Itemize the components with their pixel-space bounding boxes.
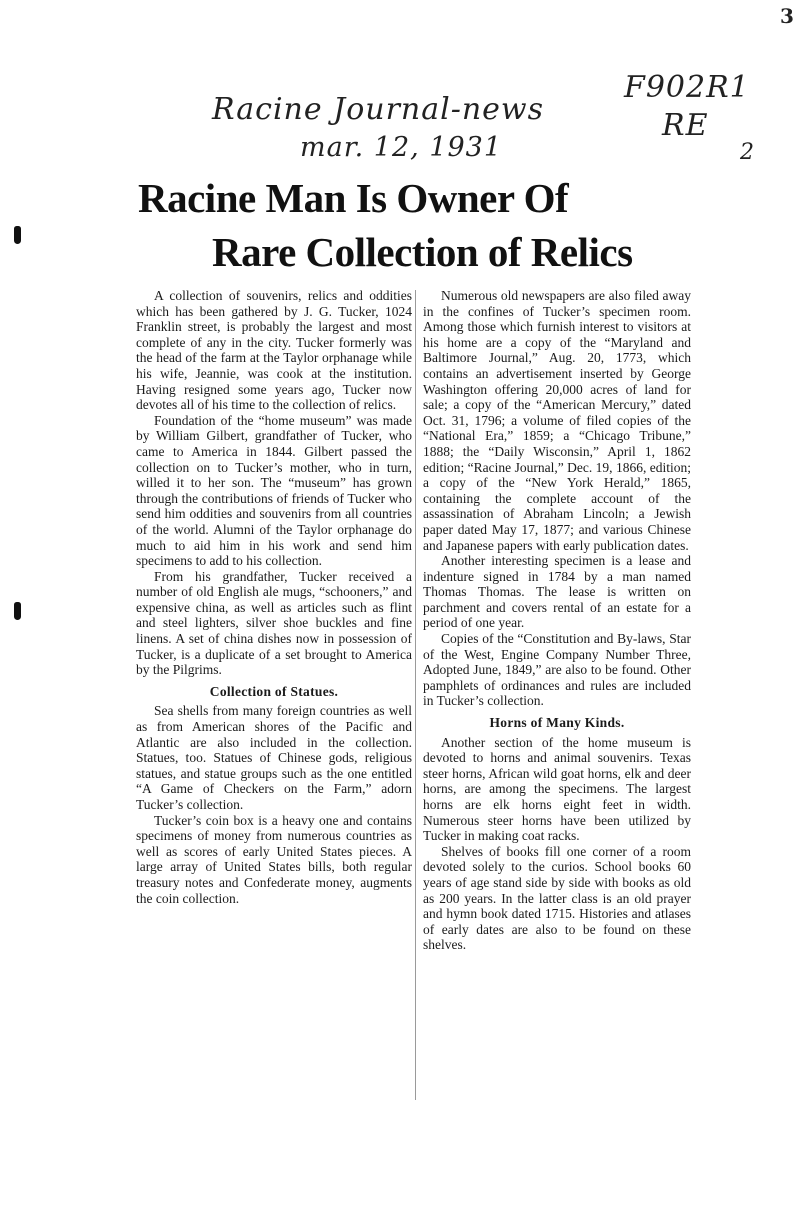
article-paragraph: Foundation of the “home museum” was made by William Gilbert, grandfather of Tucker, who came to America in 1844. Gilbert passed the collection on to Tucker’s mother, who in turn, willed it to her son. The “museum” has grown through the contributions of friends of Tucker who send him oddities and souvenirs from all countries of the world. Alumni of the Taylor orphanage do much to aid him in his work and send him specimens to add to his collection. [136, 412, 412, 569]
handwritten-date: mar. 12, 1931 [300, 132, 503, 163]
article-subheading: Horns of Many Kinds. [489, 715, 625, 731]
headline-line-2: Rare Collection of Relics [212, 229, 633, 275]
page-number: 3 [780, 4, 795, 28]
article-paragraph: From his grandfather, Tucker received a number of old English ale mugs, “schooners,” and expensive china, as well as articles such as flint and steel lighters, silver shoe buckles and fine linens. A set of china dishes now in possession of Tucker, is a duplicate of a set brought to America by the Pilgrims. [136, 568, 412, 678]
handwritten-source: Racine Journal-news [212, 92, 545, 127]
article-paragraph: Copies of the “Constitution and By-laws, Star of the West, Engine Company Number Three, Adopted June, 1849,” are also to be found. Other pamphlets of ordinances and rules are included in Tucker’s collection. [423, 631, 691, 709]
binder-hole-mark-bottom [14, 602, 21, 620]
article-column-right [423, 288, 691, 953]
article-paragraph: Numerous old newspapers are also filed away in the confines of Tucker’s specimen room. Among those which furnish interest to visitors at his home are a copy of the “Maryland and Baltimore Journal,” Aug. 20, 1773, which contains an advertisement inserted by George Washington offering 20,000 acres of land for sale; a copy of the “American Mercury,” dated Oct. 31, 1796; a volume of filed copies of the “National Era,” 1859; a “Chicago Tribune,” 1888; the “Daily Wisconsin,” April 1, 1862 edition; “Racine Journal,” Dec. 19, 1866, edition; a copy of the “New York Herald,” 1865, containing the complete account of the assassination of Abraham Lincoln; a Jewish paper dated May 17, 1877; and various Chinese and Japanese papers with early publication dates. [423, 288, 691, 553]
handwritten-archive-subcode: RE [662, 108, 709, 143]
article-paragraph: Another interesting specimen is a lease and indenture signed in 1784 by a man named Thomas Thomas. The lease is written on parchment and covers rental of an estate for a period of one year. [423, 553, 691, 631]
article-paragraph: Tucker’s coin box is a heavy one and contains specimens of money from numerous countries as well as scores of early United States pieces. A large array of United States bills, both regular treasury notes and Confederate money, augments the coin collection. [136, 812, 412, 906]
headline-line-1: Racine Man Is Owner Of [138, 175, 569, 221]
binder-hole-mark-top [14, 226, 21, 244]
article-subheading: Collection of Statues. [209, 683, 339, 699]
article-column-left [136, 288, 412, 906]
handwritten-archive-number: 2 [740, 140, 755, 165]
article-paragraph: Another section of the home museum is devoted to horns and animal souvenirs. Texas steer horns, African wild goat horns, elk and deer horns, are among the specimens. The largest horns are elk horns eight feet in width. Numerous steer horns have been utilized by Tucker in making coat racks. [423, 734, 691, 844]
article-paragraph: Shelves of books fill one corner of a room devoted solely to the curios. School books 60 years of age stand side by side with books as old as 200 years. In the latter class is an old prayer and hymn book dated 1715. Histories and atlases of early dates are also to be found on these shelves. [423, 843, 691, 953]
column-divider [415, 290, 416, 1100]
handwritten-archive-code: F902R1 [624, 70, 750, 105]
article-paragraph: A collection of souvenirs, relics and oddities which has been gathered by J. G. Tucker, 1024 Franklin street, is probably the largest and most complete of any in the city. Tucker formerly was the head of the farm at the Taylor orphanage while his wife, Jeannie, was cook at the institution. Having resigned some years ago, Tucker now devotes all of his time to the collection of relics. [136, 288, 412, 413]
article-paragraph: Sea shells from many foreign countries as well as from American shores of the Pacific and Atlantic are also included in the collection. Statues, too. Statues of Chinese gods, religious statues, and statue groups such as the one entitled “A Game of Checkers on the Farm,” adorn Tucker’s collection. [136, 703, 412, 812]
